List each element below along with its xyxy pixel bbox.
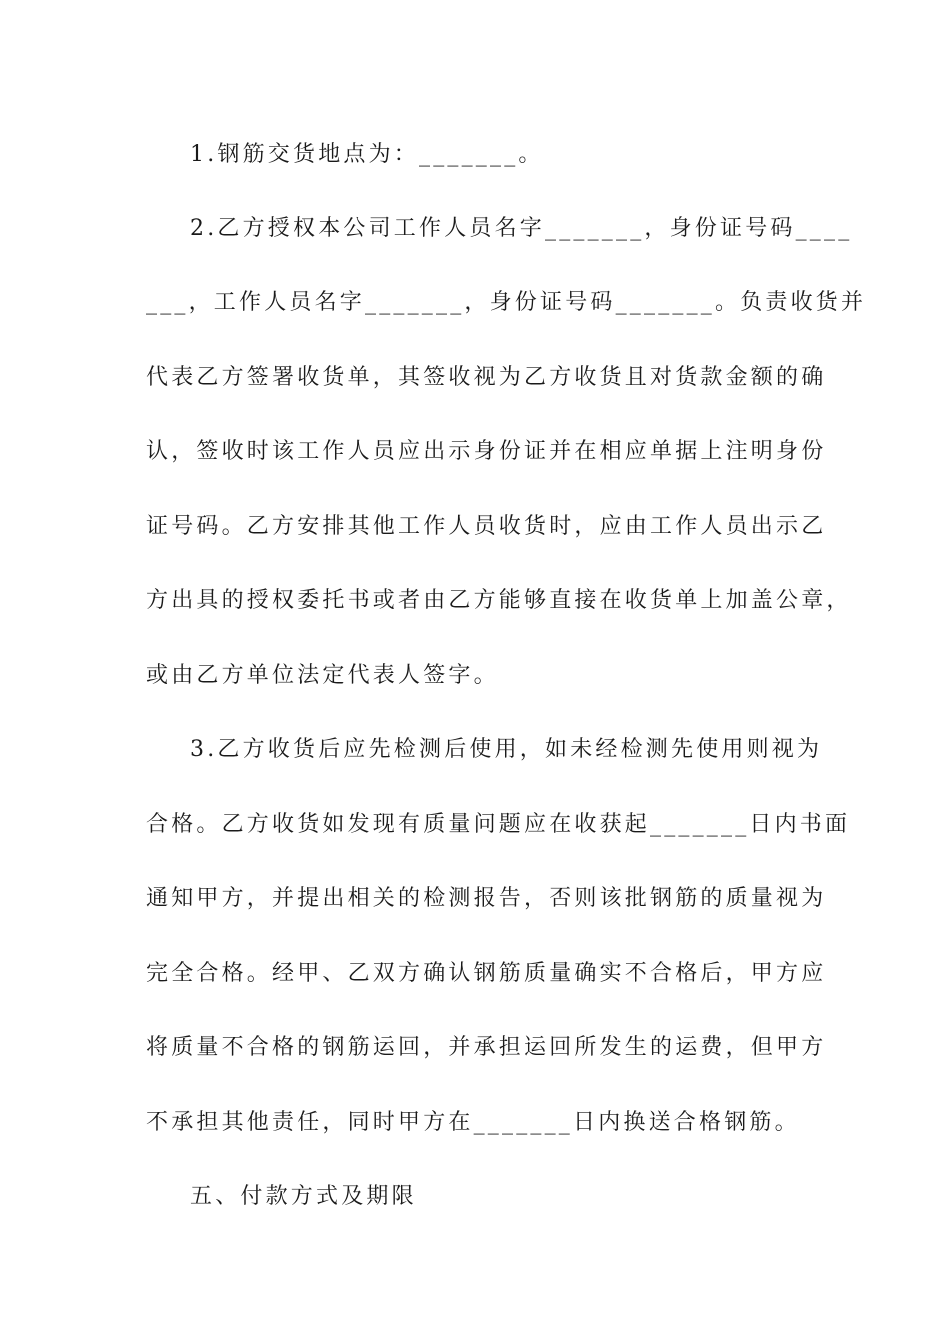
clause-3-line-6: 不承担其他责任，同时甲方在_______日内换送合格钢筋。 <box>146 1110 800 1135</box>
clause-2-line-2: ___，工作人员名字_______，身份证号码_______。负责收货并 <box>146 290 867 315</box>
clause-2-line-5: 证号码。乙方安排其他工作人员收货时，应由工作人员出示乙 <box>146 514 827 539</box>
clause-3-line-4: 完全合格。经甲、乙双方确认钢筋质量确实不合格后，甲方应 <box>146 961 827 986</box>
section-heading-payment: 五、付款方式及期限 <box>190 1184 417 1209</box>
clause-1-line: 1.钢筋交货地点为：_______。 <box>190 142 544 167</box>
clause-2-line-4: 认，签收时该工作人员应出示身份证并在相应单据上注明身份 <box>146 439 827 464</box>
clause-3-line-3: 通知甲方，并提出相关的检测报告，否则该批钢筋的质量视为 <box>146 886 827 911</box>
clause-2-line-1: 2.乙方授权本公司工作人员名字_______，身份证号码____ <box>190 216 853 241</box>
clause-3-line-5: 将质量不合格的钢筋运回，并承担运回所发生的运费，但甲方 <box>146 1035 827 1060</box>
clause-2-line-7: 或由乙方单位法定代表人签字。 <box>146 663 499 688</box>
clause-2-line-6: 方出具的授权委托书或者由乙方能够直接在收货单上加盖公章， <box>146 588 852 613</box>
clause-2-line-3: 代表乙方签署收货单，其签收视为乙方收货且对货款金额的确 <box>146 365 827 390</box>
clause-3-line-2: 合格。乙方收货如发现有质量问题应在收获起_______日内书面 <box>146 812 851 837</box>
clause-3-line-1: 3.乙方收货后应先检测后使用，如未经检测先使用则视为 <box>190 737 823 762</box>
